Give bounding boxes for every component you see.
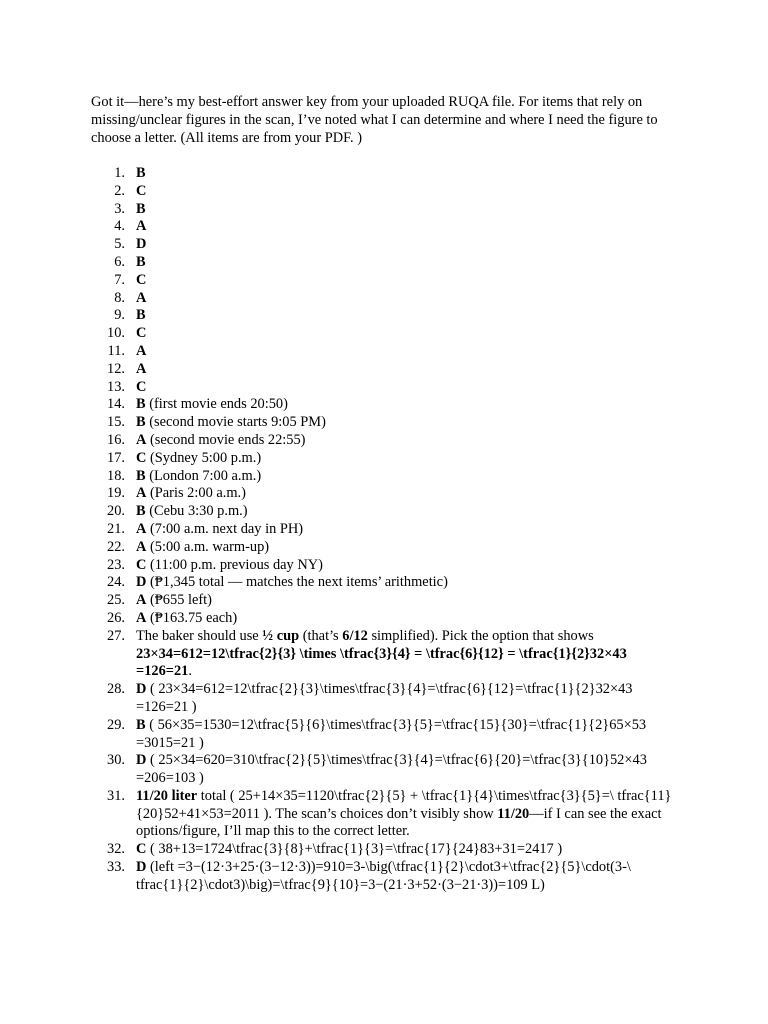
answer-note: ( 56×35=1530=12\tfrac{5}{6}\times\tfrac{3}{5}=\tfrac{15}{30}=\tfrac{1}{2}65×53 =3015=21 ) bbox=[136, 716, 647, 751]
answer-item bbox=[91, 414, 681, 432]
item-number: 9. bbox=[114, 307, 125, 324]
item-number: 30. bbox=[107, 752, 125, 769]
item-number: 17. bbox=[107, 449, 125, 466]
answer-note: (second movie starts 9:05 PM) bbox=[145, 414, 326, 431]
answer-item bbox=[91, 503, 681, 521]
answer-item bbox=[91, 521, 681, 539]
answer-item bbox=[91, 236, 681, 254]
item-number: 16. bbox=[107, 431, 125, 448]
item-number: 12. bbox=[107, 360, 125, 377]
item-number: 18. bbox=[107, 467, 125, 484]
answer-list bbox=[91, 165, 681, 895]
answer-item bbox=[91, 396, 681, 414]
item-number: 13. bbox=[107, 378, 125, 395]
item-number: 8. bbox=[114, 289, 125, 306]
item-text: . bbox=[188, 663, 192, 680]
answer-note: (Paris 2:00 a.m.) bbox=[146, 485, 246, 502]
answer-note: (Cebu 3:30 p.m.) bbox=[145, 503, 248, 520]
answer-letter: A bbox=[136, 289, 147, 306]
item-number: 29. bbox=[107, 716, 125, 733]
answer-letter: D bbox=[136, 574, 147, 591]
answer-item bbox=[91, 343, 681, 361]
answer-note: (₱655 left) bbox=[146, 592, 212, 609]
item-number: 15. bbox=[107, 414, 125, 431]
item-text: The baker should use bbox=[136, 627, 263, 644]
answer-letter: B bbox=[136, 414, 146, 431]
answer-item bbox=[91, 592, 681, 610]
answer-note: (7:00 a.m. next day in PH) bbox=[146, 520, 304, 537]
intro-paragraph: Got it—here’s my best-effort answer key from your uploaded RUQA file. For items that rely on missing/unclear figures in the scan, I’ve noted what I can determine and where I need the figure to choose a letter. (All items are from your PDF. ) bbox=[91, 94, 658, 146]
item-number: 4. bbox=[114, 218, 125, 235]
item-bold: 6/12 bbox=[342, 627, 368, 644]
answer-letter: C bbox=[136, 182, 147, 199]
answer-item bbox=[91, 485, 681, 503]
answer-letter: C bbox=[136, 841, 147, 858]
item-number: 32. bbox=[107, 841, 125, 858]
item-number: 25. bbox=[107, 592, 125, 609]
answer-note: (5:00 a.m. warm-up) bbox=[146, 538, 270, 555]
answer-letter: D bbox=[136, 236, 147, 253]
answer-item bbox=[91, 450, 681, 468]
answer-letter: A bbox=[136, 520, 147, 537]
item-number: 21. bbox=[107, 520, 125, 537]
answer-item bbox=[91, 218, 681, 236]
answer-item-32 bbox=[91, 841, 681, 859]
item-number: 1. bbox=[114, 165, 125, 181]
answer-letter: A bbox=[136, 592, 147, 609]
answer-item bbox=[91, 254, 681, 272]
answer-item bbox=[91, 432, 681, 450]
answer-letter: C bbox=[136, 378, 147, 395]
answer-note: ( 25×34=620=310\tfrac{2}{5}\times\tfrac{3}{4}=\tfrac{6}{20}=\tfrac{3}{10}52×43 =206=103 ) bbox=[136, 752, 647, 787]
answer-item bbox=[91, 165, 681, 183]
answer-item bbox=[91, 290, 681, 308]
answer-item bbox=[91, 610, 681, 628]
answer-letter: B bbox=[136, 165, 146, 181]
item-bold: 23×34=612=12\tfrac{2}{3} \times \tfrac{3}{4} = \tfrac{6}{12} = \tfrac{1}{2}32×43 =126=21 bbox=[136, 645, 627, 680]
item-number: 20. bbox=[107, 503, 125, 520]
item-number: 23. bbox=[107, 556, 125, 573]
answer-item bbox=[91, 379, 681, 397]
answer-letter: C bbox=[136, 449, 147, 466]
answer-letter: B bbox=[136, 467, 146, 484]
answer-letter: C bbox=[136, 271, 147, 288]
item-number: 31. bbox=[107, 787, 125, 804]
answer-letter: B bbox=[136, 200, 146, 217]
answer-item bbox=[91, 361, 681, 379]
answer-item-29 bbox=[91, 717, 681, 753]
item-bold: 11/20 liter bbox=[136, 787, 198, 804]
answer-letter: C bbox=[136, 556, 147, 573]
item-number: 22. bbox=[107, 538, 125, 555]
answer-letter: A bbox=[136, 360, 147, 377]
item-number: 2. bbox=[114, 182, 125, 199]
answer-letter: C bbox=[136, 325, 147, 342]
answer-item-30 bbox=[91, 752, 681, 788]
answer-item bbox=[91, 557, 681, 575]
item-text: total ( 25+14×35=1120\tfrac{2}{5} + \tfrac{1}{4}\times\tfrac{3}{5}=\ tfrac{11}{20}52+41×53=2011 ). The scan’s choices don’t visibly show bbox=[136, 787, 672, 822]
answer-item-28 bbox=[91, 681, 681, 717]
answer-note: ( 23×34=612=12\tfrac{2}{3}\times\tfrac{3}{4}=\tfrac{6}{12}=\tfrac{1}{2}32×43 =126=21 ) bbox=[136, 681, 633, 715]
item-number: 14. bbox=[107, 396, 125, 413]
answer-item bbox=[91, 201, 681, 219]
answer-item bbox=[91, 468, 681, 486]
answer-note: (left =3−(12·3+25·(3−12·3))=910=3-\big(\tfrac{1}{2}\cdot3+\tfrac{2}{5}\cdot(3-\ tfrac{1}{2}\cdot3)\big)=\tfrac{9}{10}=3−(21·3+52·(3−21·3))=109 L) bbox=[136, 859, 631, 893]
answer-item-27 bbox=[91, 628, 681, 681]
answer-letter: A bbox=[136, 485, 147, 502]
answer-item bbox=[91, 574, 681, 592]
item-number: 28. bbox=[107, 681, 125, 698]
item-number: 10. bbox=[107, 325, 125, 342]
answer-note: (first movie ends 20:50) bbox=[145, 396, 288, 413]
answer-letter: A bbox=[136, 431, 147, 448]
answer-letter: D bbox=[136, 681, 147, 698]
item-number: 3. bbox=[114, 200, 125, 217]
answer-item bbox=[91, 183, 681, 201]
item-number: 5. bbox=[114, 236, 125, 253]
answer-note: (London 7:00 a.m.) bbox=[145, 467, 262, 484]
answer-item bbox=[91, 325, 681, 343]
answer-letter: A bbox=[136, 538, 147, 555]
answer-letter: D bbox=[136, 859, 147, 876]
item-number: 26. bbox=[107, 609, 125, 626]
answer-note: ( 38+13=1724\tfrac{3}{8}+\tfrac{1}{3}=\tfrac{17}{24}83+31=2417 ) bbox=[146, 841, 563, 858]
item-bold: 11/20 bbox=[497, 805, 530, 822]
item-number: 27. bbox=[107, 627, 125, 644]
item-number: 24. bbox=[107, 574, 125, 591]
answer-letter: B bbox=[136, 253, 146, 270]
answer-letter: D bbox=[136, 752, 147, 769]
item-text: —if I can see the exact options/figure, I’ll map this to the correct letter. bbox=[136, 805, 662, 840]
answer-letter: A bbox=[136, 218, 147, 235]
answer-note: (₱163.75 each) bbox=[146, 609, 238, 626]
answer-item bbox=[91, 307, 681, 325]
answer-item-31 bbox=[91, 788, 681, 841]
answer-letter: B bbox=[136, 307, 146, 324]
answer-letter: B bbox=[136, 396, 146, 413]
item-text: (that’s bbox=[299, 627, 343, 644]
item-number: 6. bbox=[114, 253, 125, 270]
answer-note: (₱1,345 total — matches the next items’ arithmetic) bbox=[146, 574, 448, 591]
answer-item-33 bbox=[91, 859, 681, 895]
item-text: simplified). Pick the option that shows bbox=[367, 627, 594, 644]
answer-note: (second movie ends 22:55) bbox=[146, 431, 306, 448]
item-number: 33. bbox=[107, 859, 125, 876]
item-number: 19. bbox=[107, 485, 125, 502]
answer-note: (Sydney 5:00 p.m.) bbox=[146, 449, 262, 466]
answer-letter: A bbox=[136, 342, 147, 359]
answer-note: (11:00 p.m. previous day NY) bbox=[146, 556, 323, 573]
answer-letter: A bbox=[136, 609, 147, 626]
answer-letter: B bbox=[136, 503, 146, 520]
item-bold: ½ cup bbox=[262, 627, 300, 644]
answer-letter: B bbox=[136, 716, 146, 733]
answer-item bbox=[91, 272, 681, 290]
item-number: 11. bbox=[107, 342, 125, 359]
answer-item bbox=[91, 539, 681, 557]
item-number: 7. bbox=[114, 271, 125, 288]
